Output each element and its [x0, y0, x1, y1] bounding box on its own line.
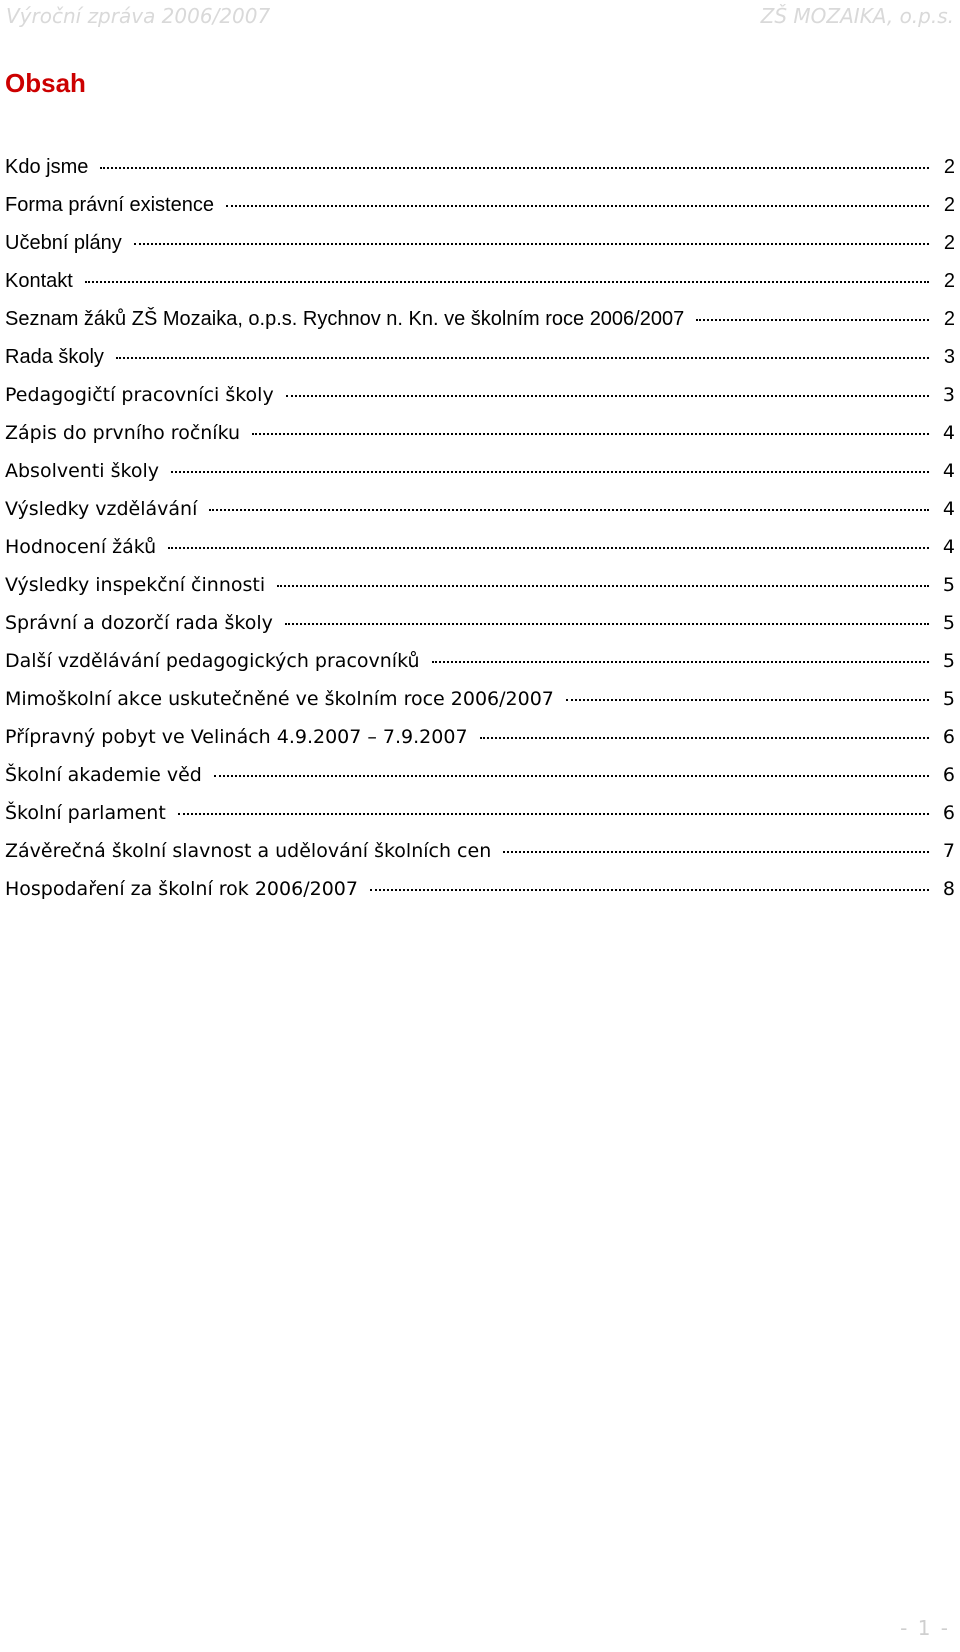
- toc-entry-title: Výsledky vzdělávání: [5, 498, 198, 520]
- toc-entry-page: 7: [942, 840, 955, 862]
- toc-dot-leader: [168, 547, 929, 549]
- toc-dot-leader: [214, 775, 929, 777]
- toc-dot-leader: [178, 813, 929, 815]
- toc-entry-title: Školní parlament: [5, 802, 166, 824]
- toc-entry-title: Školní akademie věd: [5, 764, 202, 786]
- toc-entry-page: 2: [943, 232, 955, 254]
- toc-entry-title: Rada školy: [5, 346, 104, 368]
- page-number: - 1 -: [900, 1616, 950, 1640]
- toc-entry-title: Kdo jsme: [5, 156, 89, 178]
- toc-entry-title: Absolventi školy: [5, 460, 159, 482]
- toc-entry-hospodareni: [5, 870, 959, 908]
- header-school-name: ZŠ MOZAIKA, o.p.s.: [760, 4, 954, 28]
- toc-dot-leader: [370, 889, 929, 891]
- toc-entry-page: 8: [942, 878, 955, 900]
- toc-entry-page: 3: [942, 384, 955, 406]
- toc-entry-ucebni-plany: [5, 224, 959, 262]
- toc-entry-title: Hospodaření za školní rok 2006/2007: [5, 878, 358, 900]
- toc-entry-hodnoceni-zaku: [5, 528, 959, 566]
- toc-entry-title: Zápis do prvního ročníku: [5, 422, 241, 444]
- toc-dot-leader: [696, 319, 929, 321]
- toc-entry-zapis-do-prvniho-rocniku: [5, 414, 959, 452]
- toc-entry-seznam-zaku: [5, 300, 959, 338]
- toc-entry-page: 4: [942, 536, 955, 558]
- toc-dot-leader: [116, 357, 929, 359]
- toc-dot-leader: [171, 471, 929, 473]
- toc-entry-zaverecna-slavnost: [5, 832, 959, 870]
- toc-dot-leader: [566, 699, 929, 701]
- toc-entry-title: Správní a dozorčí rada školy: [5, 612, 273, 634]
- toc-dot-leader: [285, 623, 929, 625]
- toc-heading: Obsah: [5, 68, 86, 98]
- toc-entry-pedagogicti-pracovnici: [5, 376, 959, 414]
- toc-dot-leader: [226, 205, 929, 207]
- toc-entry-title: Přípravný pobyt ve Velinách 4.9.2007 – 7.9.2007: [5, 726, 468, 748]
- toc-entry-title: Závěrečná školní slavnost a udělování školních cen: [5, 840, 492, 862]
- toc-entry-title: Kontakt: [5, 270, 73, 292]
- toc-entry-page: 6: [942, 764, 955, 786]
- toc-entry-spravni-a-dozorci-rada: [5, 604, 959, 642]
- toc-entry-title: Výsledky inspekční činnosti: [5, 574, 266, 596]
- toc-entry-page: 4: [942, 422, 955, 444]
- toc-entry-page: 6: [942, 802, 955, 824]
- toc-entry-title: Mimoškolní akce uskutečněné ve školním roce 2006/2007: [5, 688, 554, 710]
- toc-entry-title: Hodnocení žáků: [5, 536, 157, 558]
- toc-entry-page: 6: [942, 726, 955, 748]
- toc-entry-page: 2: [943, 194, 955, 216]
- toc-dot-leader: [480, 737, 929, 739]
- toc-dot-leader: [503, 851, 929, 853]
- toc-entry-rada-skoly: [5, 338, 959, 376]
- toc-entry-forma-pravni-existence: [5, 186, 959, 224]
- running-header: [6, 4, 954, 32]
- toc-entry-title: Forma právní existence: [5, 194, 214, 216]
- toc-dot-leader: [432, 661, 929, 663]
- toc-dot-leader: [134, 243, 929, 245]
- table-of-contents: [5, 148, 959, 908]
- toc-entry-page: 2: [943, 308, 955, 330]
- toc-entry-page: 5: [942, 612, 955, 634]
- header-report-title: Výroční zpráva 2006/2007: [6, 4, 271, 28]
- toc-entry-kontakt: [5, 262, 959, 300]
- toc-entry-page: 5: [942, 688, 955, 710]
- toc-entry-page: 2: [943, 270, 955, 292]
- toc-entry-title: Další vzdělávání pedagogických pracovníků: [5, 650, 420, 672]
- toc-entry-title: Pedagogičtí pracovníci školy: [5, 384, 274, 406]
- toc-entry-kdo-jsme: [5, 148, 959, 186]
- toc-dot-leader: [252, 433, 929, 435]
- toc-entry-skolni-akademie-ved: [5, 756, 959, 794]
- toc-dot-leader: [209, 509, 929, 511]
- toc-dot-leader: [100, 167, 929, 169]
- toc-entry-mimoskolni-akce: [5, 680, 959, 718]
- toc-entry-page: 5: [942, 574, 955, 596]
- toc-dot-leader: [85, 281, 929, 283]
- toc-entry-page: 5: [942, 650, 955, 672]
- toc-entry-title: Seznam žáků ZŠ Mozaika, o.p.s. Rychnov n. Kn. ve školním roce 2006/2007: [5, 308, 685, 330]
- toc-entry-skolni-parlament: [5, 794, 959, 832]
- toc-entry-page: 2: [943, 156, 955, 178]
- toc-entry-vysledky-vzdelavani: [5, 490, 959, 528]
- toc-entry-vysledky-inspekcni-cinnosti: [5, 566, 959, 604]
- toc-entry-pripravny-pobyt: [5, 718, 959, 756]
- toc-entry-page: 4: [942, 460, 955, 482]
- toc-dot-leader: [277, 585, 929, 587]
- toc-entry-title: Učební plány: [5, 232, 122, 254]
- toc-dot-leader: [286, 395, 929, 397]
- toc-entry-page: 3: [943, 346, 955, 368]
- toc-entry-absolventi-skoly: [5, 452, 959, 490]
- toc-entry-page: 4: [942, 498, 955, 520]
- toc-entry-dalsi-vzdelavani: [5, 642, 959, 680]
